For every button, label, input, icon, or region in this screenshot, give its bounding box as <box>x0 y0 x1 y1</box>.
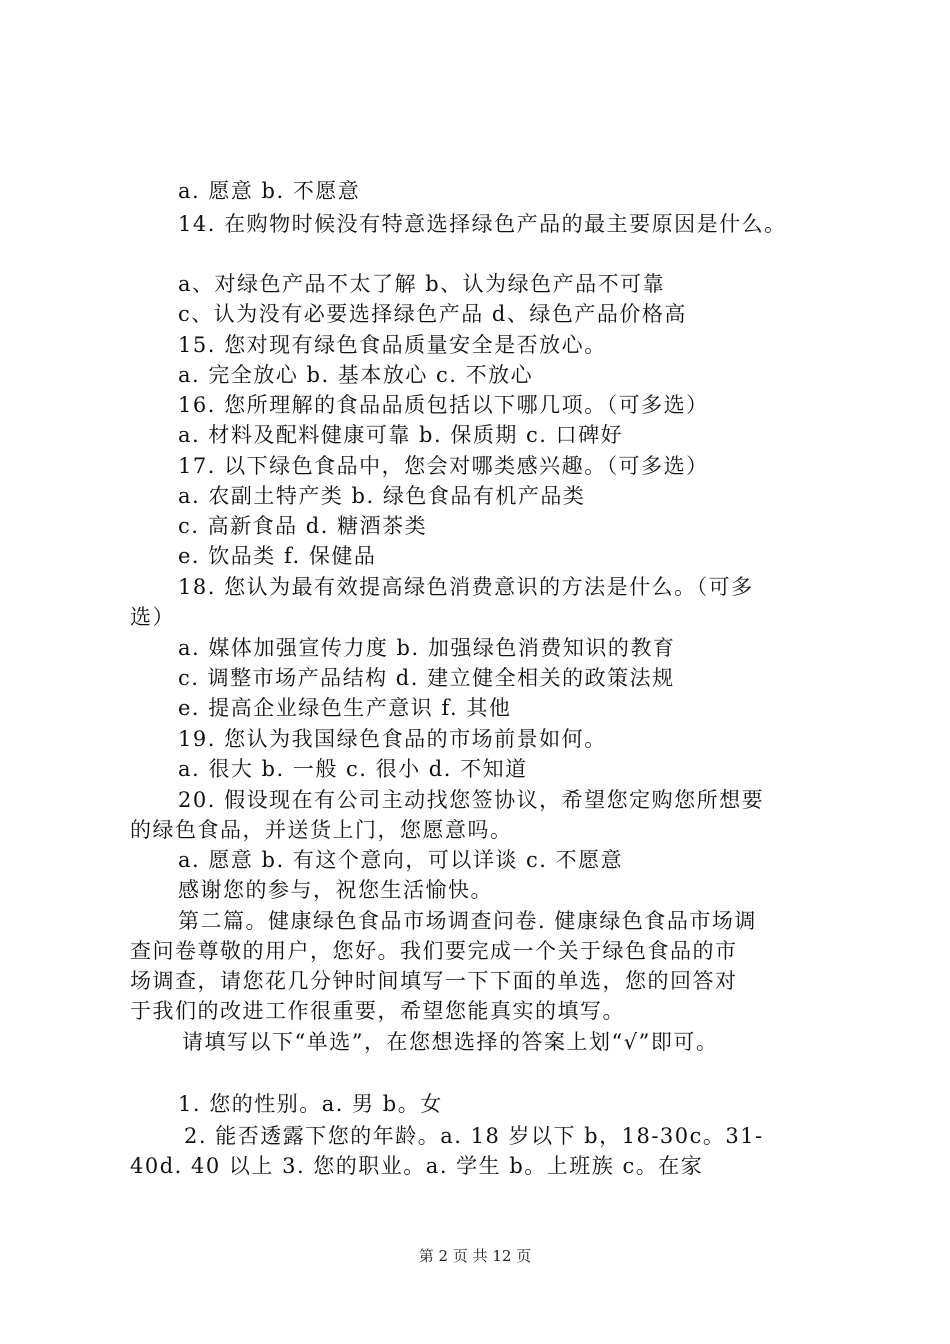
answer-options-19: a. 很大 b. 一般 c. 很小 d. 不知道 <box>178 757 528 781</box>
answer-options-14-a: a、对绿色产品不太了解 b、认为绿色产品不可靠 <box>178 272 666 296</box>
answer-options-20: a. 愿意 b. 有这个意向，可以详谈 c. 不愿意 <box>178 848 624 872</box>
question-20-cont: 的绿色食品，并送货上门，您愿意吗。 <box>130 818 513 842</box>
answer-options-13: a. 愿意 b. 不愿意 <box>178 179 361 203</box>
answer-options-15: a. 完全放心 b. 基本放心 c. 不放心 <box>178 363 534 387</box>
question-14: 14. 在购物时候没有特意选择绿色产品的最主要原因是什么。 <box>178 212 787 236</box>
thanks-line: 感谢您的参与，祝您生活愉快。 <box>178 878 493 902</box>
answer-options-18-e: e. 提高企业绿色生产意识 f. 其他 <box>178 696 512 720</box>
question-18-cont: 选） <box>130 605 175 629</box>
answer-options-18-a: a. 媒体加强宣传力度 b. 加强绿色消费知识的教育 <box>178 636 676 660</box>
question-17: 17. 以下绿色食品中，您会对哪类感兴趣。（可多选） <box>178 454 709 478</box>
question-18: 18. 您认为最有效提高绿色消费意识的方法是什么。（可多 <box>178 575 754 599</box>
question-2-3-cont: 40d. 40 以上 3. 您的职业。a. 学生 b。上班族 c。在家 <box>130 1154 704 1178</box>
answer-options-17-a: a. 农副土特产类 b. 绿色食品有机产品类 <box>178 484 586 508</box>
answer-options-18-c: c. 调整市场产品结构 d. 建立健全相关的政策法规 <box>178 666 675 690</box>
page-footer: 第 2 页 共 12 页 <box>418 1247 532 1265</box>
section-two-heading: 第二篇。健康绿色食品市场调查问卷. 健康绿色食品市场调 <box>178 909 757 933</box>
intro-paragraph-line-3: 于我们的改进工作很重要，希望您能真实的填写。 <box>130 999 625 1023</box>
question-2-age: 2. 能否透露下您的年龄。a. 18 岁以下 b，18-30c。31- <box>184 1124 764 1148</box>
question-15: 15. 您对现有绿色食品质量安全是否放心。 <box>178 333 607 357</box>
question-20: 20. 假设现在有公司主动找您签协议，希望您定购您所想要 <box>178 788 765 812</box>
answer-options-17-e: e. 饮品类 f. 保健品 <box>178 544 377 568</box>
question-19: 19. 您认为我国绿色食品的市场前景如何。 <box>178 727 607 751</box>
intro-paragraph-line-2: 场调查，请您花几分钟时间填写一下下面的单选，您的回答对 <box>130 969 738 993</box>
intro-paragraph-line-1: 查问卷尊敬的用户，您好。我们要完成一个关于绿色食品的市 <box>130 939 738 963</box>
answer-options-16: a. 材料及配料健康可靠 b. 保质期 c. 口碑好 <box>178 423 624 447</box>
question-1-gender: 1. 您的性别。a. 男 b。女 <box>178 1092 443 1116</box>
instruction-line: 请填写以下“单选”，在您想选择的答案上划“√”即可。 <box>182 1030 719 1054</box>
answer-options-17-c: c. 高新食品 d. 糖酒茶类 <box>178 514 428 538</box>
question-16: 16. 您所理解的食品品质包括以下哪几项。（可多选） <box>178 393 709 417</box>
answer-options-14-c: c、认为没有必要选择绿色产品 d、绿色产品价格高 <box>178 302 687 326</box>
